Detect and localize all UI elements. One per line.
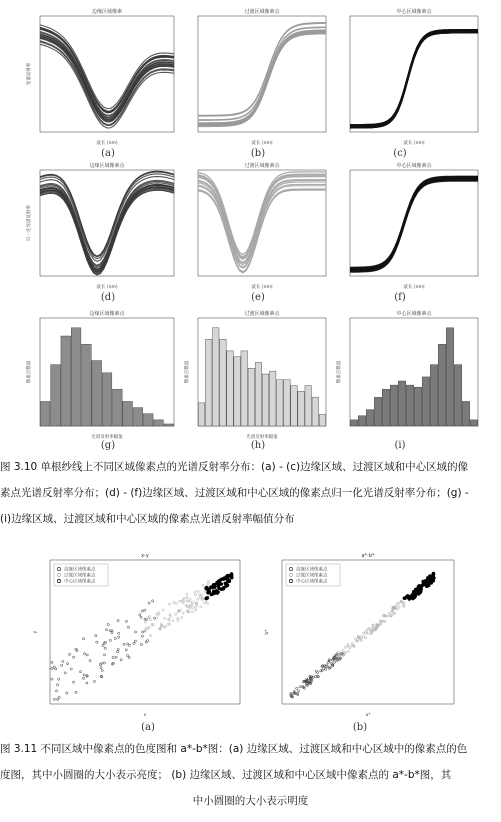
scatter-point [420, 588, 423, 591]
histogram-bar [255, 362, 262, 426]
histogram-bar [446, 328, 453, 426]
scatter-point [226, 584, 229, 587]
histogram-bar [262, 374, 269, 426]
x-axis-label: 波长 (nm) [403, 141, 425, 146]
plot-frame [350, 170, 478, 276]
caption-line: (i)边缘区域、过渡区域和中心区域的像素点光谱反射率幅值分布 [0, 513, 295, 525]
caption-line: 图 3.10 单根纱线上不同区域像素点的光谱反射率分布：(a) - (c)边缘区域、过渡区域和中心区域的像 [0, 461, 469, 473]
scatter-point [220, 582, 223, 585]
histogram-bar [366, 410, 373, 426]
y-axis-label: 像素点数量 [337, 360, 342, 384]
histogram-bar [227, 351, 234, 426]
histogram-bar [92, 361, 102, 426]
scatter-point [432, 576, 435, 579]
y-axis-label: 像素点数量 [185, 360, 190, 384]
y-axis-label: 归一化光谱反射率 [27, 205, 32, 241]
histogram-bar [398, 381, 405, 426]
fig310-panel-f [334, 160, 486, 290]
histogram-bar [277, 380, 284, 426]
scatter-point [419, 591, 422, 594]
histogram-bar [102, 373, 112, 426]
histogram-bar [438, 344, 445, 426]
histogram-bar [234, 357, 241, 426]
y-axis-label: b* [265, 629, 270, 635]
fig310-panel-b [182, 6, 334, 146]
x-axis-label: 光谱反射率幅值 [246, 435, 278, 440]
x-axis-label: 光谱反射率幅值 [91, 435, 123, 440]
subfig-label-g: (g) [100, 440, 116, 451]
histogram-bar [123, 401, 133, 426]
histogram-bar [133, 408, 143, 426]
subfig-label-f: (f) [394, 292, 406, 303]
histogram-bar [220, 339, 227, 426]
y-axis-label: 光谱反射率 [27, 62, 32, 86]
x-axis-label: x [143, 713, 147, 718]
histogram-bar [269, 371, 276, 426]
figure-3-10-caption [0, 456, 501, 536]
panel-title: a*-b* [361, 553, 375, 559]
subfig-label-d: (d) [100, 292, 116, 303]
scatter-point [207, 591, 210, 594]
caption-line: 素点光谱反射率分布；(d) - (f)边缘区域、过渡区域和中心区域的像素点归一化光谱反射率分布；(g) - [0, 487, 469, 499]
legend-entry: 边缘区域像素点 [64, 567, 96, 573]
histogram-bar [430, 365, 437, 426]
histogram-bar [470, 420, 477, 426]
panel-title: 边缘区域像素点 [89, 311, 125, 317]
subfig-label-311a: (a) [141, 722, 155, 733]
fig310-panel-g [24, 308, 182, 440]
scatter-point [426, 576, 429, 579]
histogram-bar [61, 336, 71, 426]
histogram-bar [374, 397, 381, 426]
subfig-label-b: (b) [250, 148, 266, 159]
histogram-bar [164, 424, 174, 426]
panel-title: 过渡区域像素点 [244, 9, 280, 15]
scatter-point [218, 579, 221, 582]
fig310-panel-c [334, 6, 486, 146]
fig311-panel-a [30, 548, 248, 718]
scatter-point [413, 591, 416, 594]
panel-title: 边缘区域像素点 [89, 163, 125, 169]
scatter-point [222, 587, 225, 590]
legend-entry: 边缘区域像素点 [296, 567, 328, 573]
subfig-label-i: (i) [394, 440, 406, 451]
histogram-bar [462, 401, 469, 426]
x-axis-label: 波长 (nm) [96, 285, 118, 290]
caption-line: 中小圆圈的大小表示明度 [192, 795, 309, 807]
histogram-bar [298, 391, 305, 426]
figure-3-11-caption [0, 738, 501, 818]
histogram-bar [112, 389, 122, 426]
histogram-bar [213, 328, 220, 426]
scatter-point [205, 597, 208, 600]
panel-title: 中心区域像素点 [396, 311, 432, 317]
histogram-bar [71, 328, 81, 426]
subfig-label-c: (c) [393, 148, 407, 159]
scatter-point [432, 573, 435, 576]
histogram-bar [205, 339, 212, 426]
x-axis-label: 波长 (nm) [96, 141, 118, 146]
histogram-bar [154, 420, 164, 426]
panel-title: 边缘区域像素 [91, 9, 123, 15]
subfig-label-a: (a) [101, 148, 115, 159]
histogram-bar [143, 414, 153, 426]
x-axis-label: 波长 (nm) [251, 141, 273, 146]
histogram-bar [82, 344, 92, 426]
histogram-bar [291, 386, 298, 426]
histogram-bar [312, 397, 319, 426]
histogram-bar [382, 389, 389, 426]
scatter-point [413, 596, 416, 599]
scatter-point [408, 597, 411, 600]
x-axis-label: 波长 (nm) [251, 285, 273, 290]
legend-entry: 过渡区域像素点 [64, 573, 96, 579]
x-axis-label: 波长 (nm) [403, 285, 425, 290]
scatter-point [416, 587, 419, 590]
y-axis-label: 像素点数量 [27, 360, 32, 384]
caption-line: 度图，其中小圆圈的大小表示亮度； (b) 边缘区域、过渡区域和中心区域中像素点的 a*-b*图，其 [0, 769, 452, 781]
histogram-bar [390, 385, 397, 426]
histogram-bar [422, 377, 429, 426]
histogram-bar [284, 380, 291, 426]
histogram-bar [358, 416, 365, 426]
panel-title: 过渡区域像素点 [244, 163, 280, 169]
histogram-bar [319, 414, 326, 426]
histogram-bar [248, 368, 255, 426]
legend-entry: 过渡区域像素点 [296, 573, 328, 579]
histogram-bar [51, 365, 61, 426]
subfig-label-h: (h) [250, 440, 266, 451]
scatter-point [423, 583, 426, 586]
panel-title: 中心区域像素点 [396, 163, 432, 169]
scatter-point [230, 574, 233, 577]
fig310-panel-i [334, 308, 486, 440]
histogram-bar [40, 401, 50, 426]
subfig-label-e: (e) [251, 292, 265, 303]
legend-entry: 中心区域像素点 [296, 579, 328, 585]
scatter-point [212, 584, 215, 587]
fig311-panel-b [262, 548, 462, 718]
subfig-label-311b: (b) [352, 722, 368, 733]
histogram-bar [414, 387, 421, 426]
histogram-bar [350, 420, 357, 426]
y-axis-label: y [33, 630, 38, 634]
fig310-panel-h [182, 308, 334, 440]
scatter-point [217, 584, 220, 587]
panel-title: 过渡区域像素点 [244, 311, 280, 317]
scatter-point [205, 587, 208, 590]
scatter-point [225, 576, 228, 579]
histogram-bar [406, 385, 413, 426]
panel-title: 中心区域像素点 [396, 9, 432, 15]
fig310-panel-a [24, 6, 182, 146]
histogram-bar [454, 365, 461, 426]
scatter-point [226, 579, 229, 582]
caption-line: 图 3.11 不同区域中像素点的色度图和 a*-b*图：(a) 边缘区域、过渡区域和中心区域中的像素点的色 [0, 743, 468, 755]
fig310-panel-e [182, 160, 334, 290]
legend-entry: 中心区域像素点 [64, 579, 96, 585]
x-axis-label: a* [365, 713, 371, 718]
scatter-point [212, 590, 215, 593]
scatter-point [428, 580, 431, 583]
panel-title: x-y [141, 553, 149, 559]
histogram-bar [305, 386, 312, 426]
histogram-bar [241, 351, 248, 426]
fig310-panel-d [24, 160, 182, 290]
histogram-bar [198, 403, 205, 426]
